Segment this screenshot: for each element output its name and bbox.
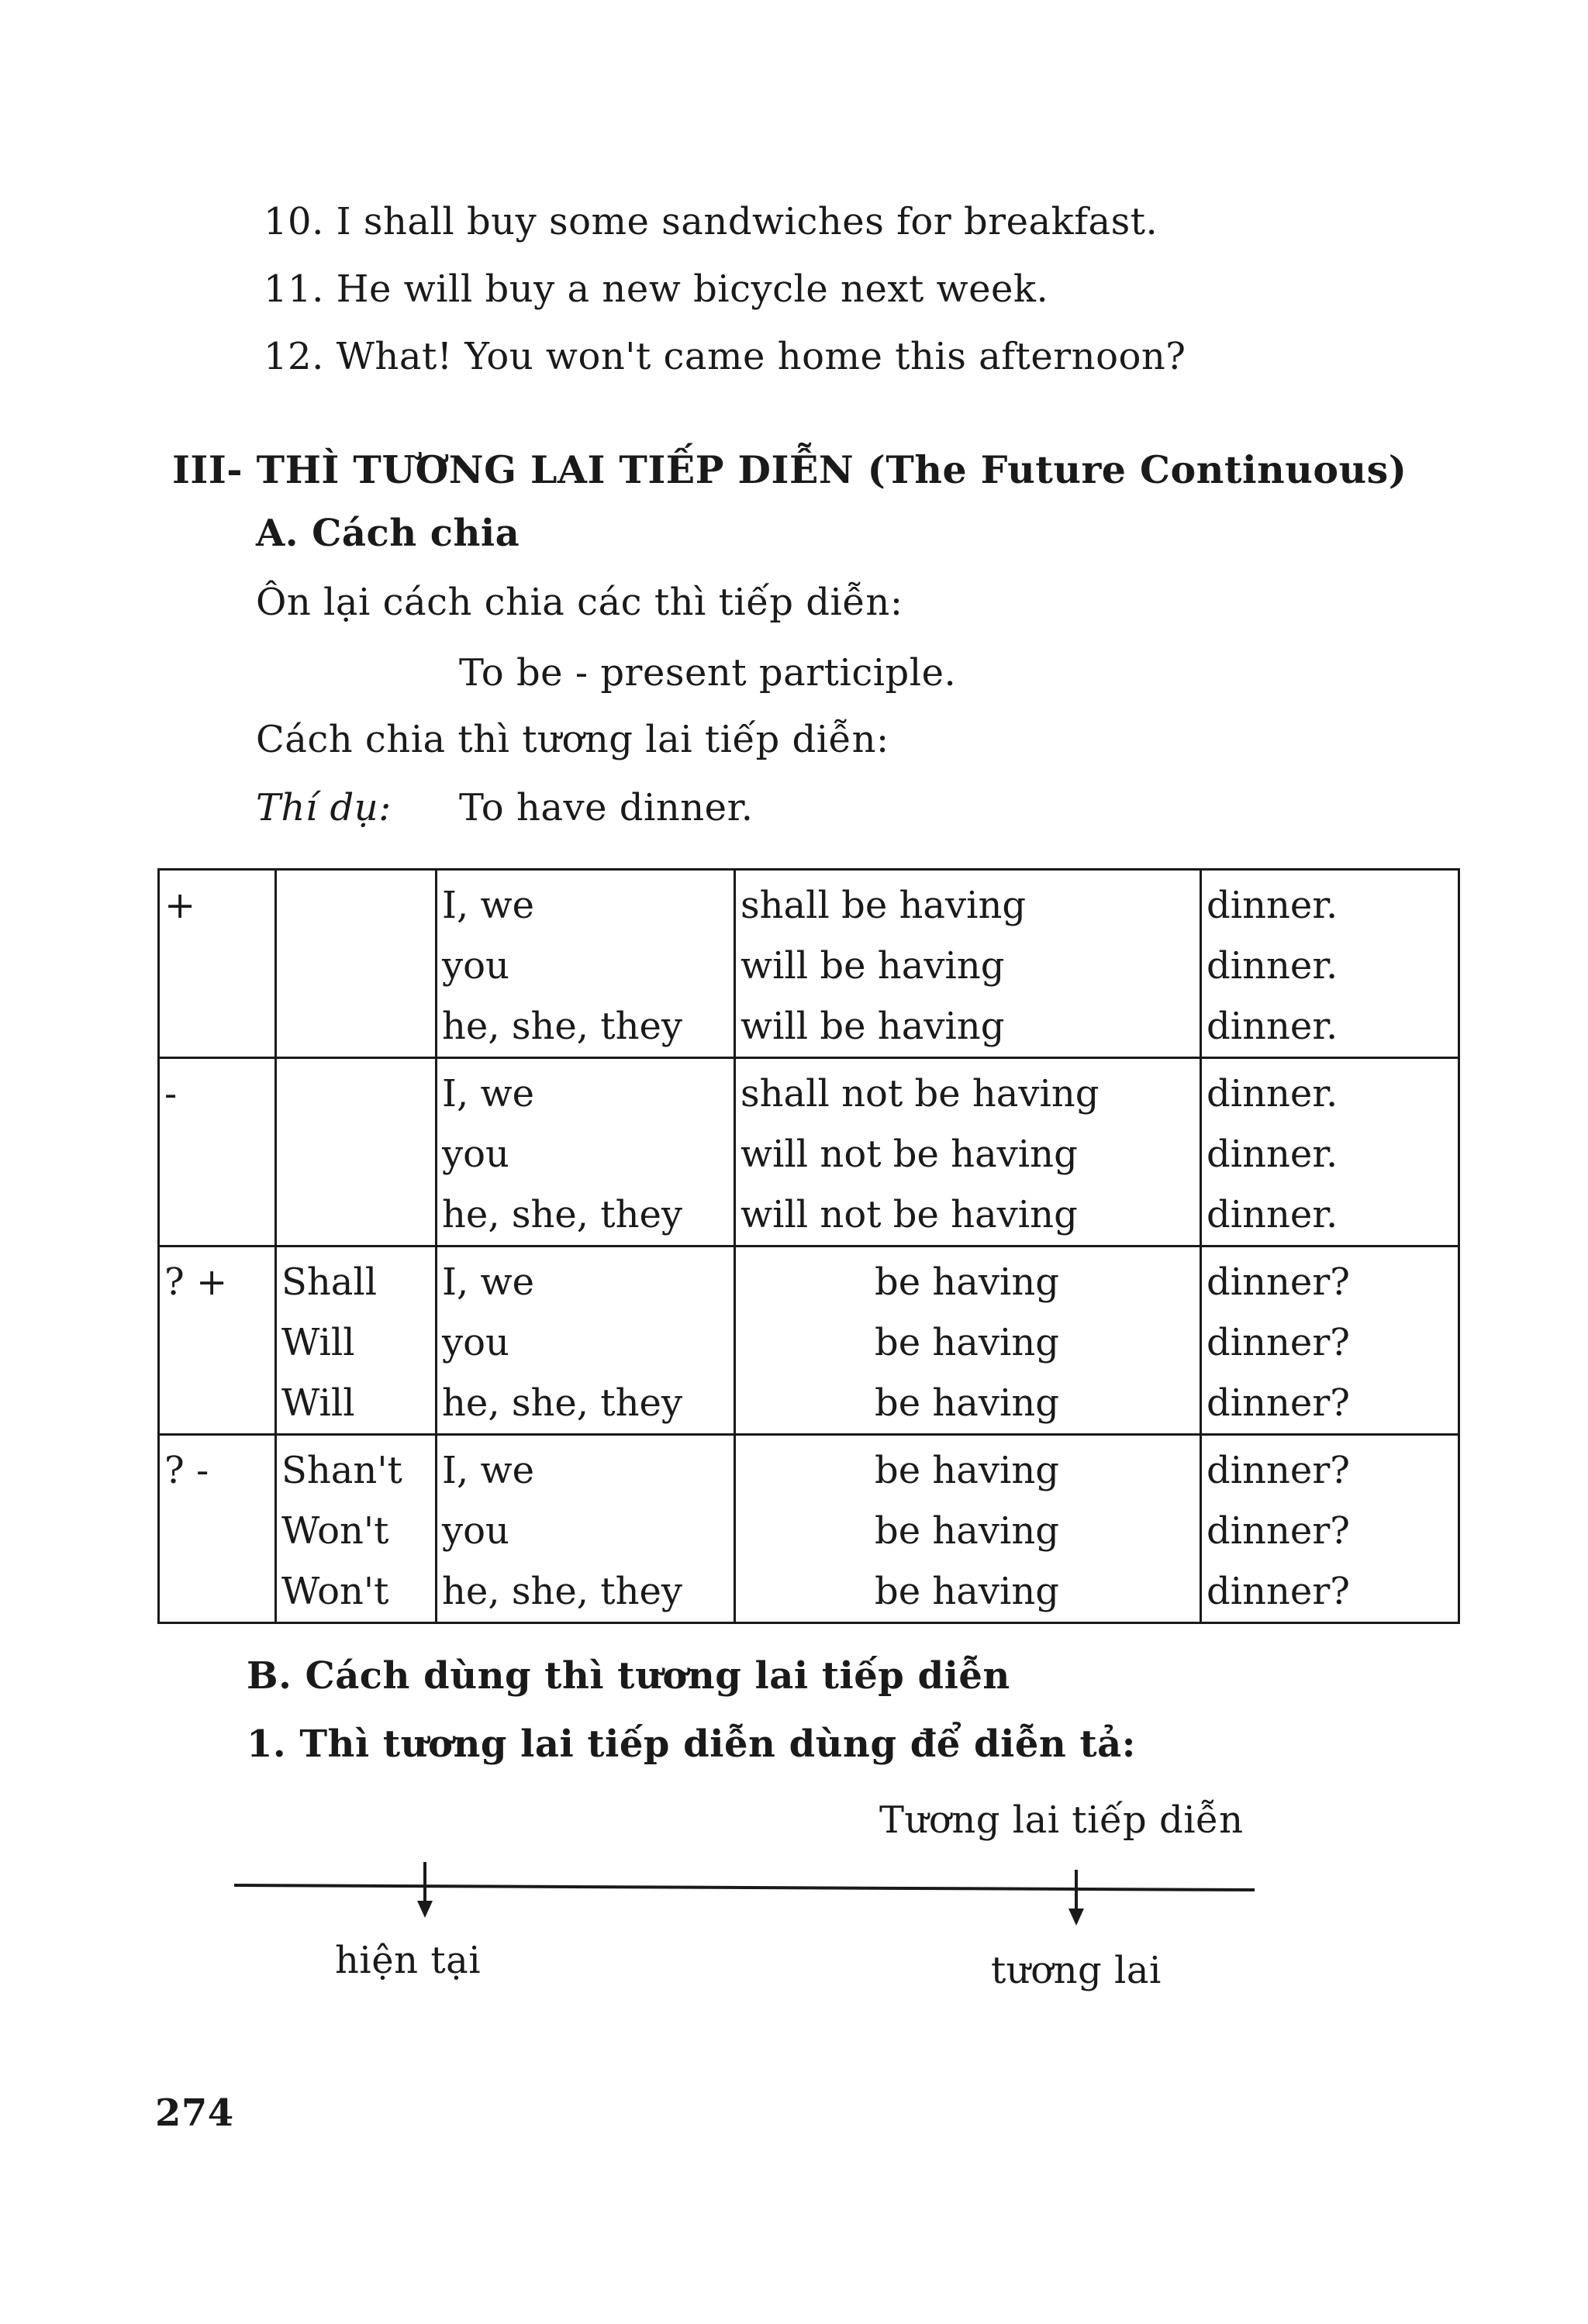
verb-cell-line: be having (874, 1321, 1060, 1364)
verb-cell-line: be having (874, 1260, 1060, 1304)
subheading-b: B. Cách dùng thì tương lai tiếp diễn (247, 1654, 1010, 1698)
exercise-item-12: 12. What! You won't came home this afternoon? (264, 335, 1186, 378)
auxiliary-cell (276, 1058, 437, 1246)
sign-cell-text: - (164, 1072, 178, 1115)
verb-cell-line: be having (874, 1381, 1060, 1425)
auxiliary-cell (276, 1435, 437, 1623)
table-row (159, 1246, 1459, 1435)
object-cell (1201, 1246, 1459, 1435)
object-cell-line: dinner? (1207, 1449, 1350, 1492)
verb-cell (735, 1058, 1201, 1246)
subheading-a: A. Cách chia (256, 512, 520, 555)
verb-cell (735, 870, 1201, 1058)
subject-cell-line: he, she, they (442, 1570, 683, 1613)
present-arrow (417, 1862, 433, 1918)
verb-cell-line: be having (874, 1570, 1060, 1613)
exercise-item-11: 11. He will buy a new bicycle next week. (264, 267, 1049, 311)
subject-cell-line: I, we (442, 1260, 534, 1304)
subject-cell-line: you (442, 1509, 509, 1553)
timeline-future-label: tương lai (991, 1949, 1162, 1992)
verb-cell-line: shall be having (740, 884, 1027, 927)
subject-cell-line: he, she, they (442, 1005, 683, 1048)
object-cell-line: dinner? (1207, 1321, 1350, 1364)
verb-cell (735, 1246, 1201, 1435)
verb-cell-line: will be having (740, 944, 1005, 988)
timeline-axis (234, 1885, 1255, 1890)
object-cell (1201, 1058, 1459, 1246)
conjugation-table-body (159, 870, 1459, 1623)
page-number: 274 (155, 2091, 234, 2135)
exercise-item-10: 10. I shall buy some sandwiches for breakfast. (264, 200, 1158, 243)
sign-cell-text: + (164, 884, 196, 927)
sign-cell (159, 870, 276, 1058)
object-cell-line: dinner. (1207, 1193, 1338, 1236)
timeline-present-label: hiện tại (335, 1939, 482, 1982)
sign-cell (159, 1435, 276, 1623)
table-row (159, 1058, 1459, 1246)
auxiliary-cell-line: Shall (281, 1260, 378, 1304)
verb-cell-line: shall not be having (740, 1072, 1100, 1115)
auxiliary-cell-line (281, 1184, 429, 1245)
verb-cell-line: will be having (740, 1005, 1005, 1048)
auxiliary-cell-line: Won't (281, 1570, 389, 1613)
usage-point-1: 1. Thì tương lai tiếp diễn dùng để diễn tả: (247, 1722, 1136, 1766)
subject-cell-line: he, she, they (442, 1381, 683, 1425)
auxiliary-cell (276, 870, 437, 1058)
subject-cell-line: I, we (442, 1449, 534, 1492)
section-heading: III- THÌ TƯƠNG LAI TIẾP DIỄN (The Future Continuous) (172, 447, 1407, 492)
table-row (159, 870, 1459, 1058)
subject-cell (437, 1435, 735, 1623)
sign-cell-text: ? + (164, 1260, 228, 1304)
subject-cell-line: you (442, 1321, 509, 1364)
table-row (159, 1435, 1459, 1623)
subject-cell (437, 1246, 735, 1435)
sign-cell (159, 1058, 276, 1246)
object-cell-line: dinner? (1207, 1381, 1350, 1425)
auxiliary-cell-line (281, 875, 429, 936)
auxiliary-cell-line: Shan't (281, 1449, 402, 1492)
auxiliary-cell-line: Won't (281, 1509, 389, 1553)
object-cell-line: dinner? (1207, 1509, 1350, 1553)
auxiliary-cell-line (281, 1124, 429, 1184)
auxiliary-cell-line (281, 996, 429, 1057)
verb-cell-line: will not be having (740, 1133, 1078, 1176)
object-cell-line: dinner. (1207, 1133, 1338, 1176)
sign-cell (159, 1246, 276, 1435)
sign-cell-text: ? - (164, 1449, 209, 1492)
verb-cell-line: be having (874, 1509, 1060, 1553)
example-label: Thí dụ: (256, 786, 392, 829)
subject-cell (437, 1058, 735, 1246)
verb-cell-line: be having (874, 1449, 1060, 1492)
future-arrow (1068, 1870, 1084, 1926)
auxiliary-cell-line: Will (281, 1381, 355, 1425)
review-line: Ôn lại cách chia các thì tiếp diễn: (256, 581, 903, 624)
timeline-top-label: Tương lai tiếp diễn (879, 1798, 1244, 1842)
object-cell (1201, 1435, 1459, 1623)
formula-line: To be - present participle. (459, 651, 957, 695)
object-cell-line: dinner. (1207, 944, 1338, 988)
object-cell-line: dinner? (1207, 1570, 1350, 1613)
subject-cell-line: you (442, 1133, 509, 1176)
object-cell-line: dinner. (1207, 1072, 1338, 1115)
object-cell-line: dinner. (1207, 1005, 1338, 1048)
object-cell-line: dinner? (1207, 1260, 1350, 1304)
subject-cell-line: I, we (442, 1072, 534, 1115)
object-cell-line: dinner. (1207, 884, 1338, 927)
object-cell (1201, 870, 1459, 1058)
example-text: To have dinner. (459, 786, 754, 829)
auxiliary-cell (276, 1246, 437, 1435)
conjugation-intro: Cách chia thì tương lai tiếp diễn: (256, 718, 889, 761)
auxiliary-cell-line (281, 936, 429, 996)
conjugation-table (157, 868, 1460, 1624)
subject-cell-line: he, she, they (442, 1193, 683, 1236)
subject-cell-line: I, we (442, 884, 534, 927)
auxiliary-cell-line (281, 1064, 429, 1124)
auxiliary-cell-line: Will (281, 1321, 355, 1364)
subject-cell-line: you (442, 944, 509, 988)
subject-cell (437, 870, 735, 1058)
verb-cell-line: will not be having (740, 1193, 1078, 1236)
verb-cell (735, 1435, 1201, 1623)
